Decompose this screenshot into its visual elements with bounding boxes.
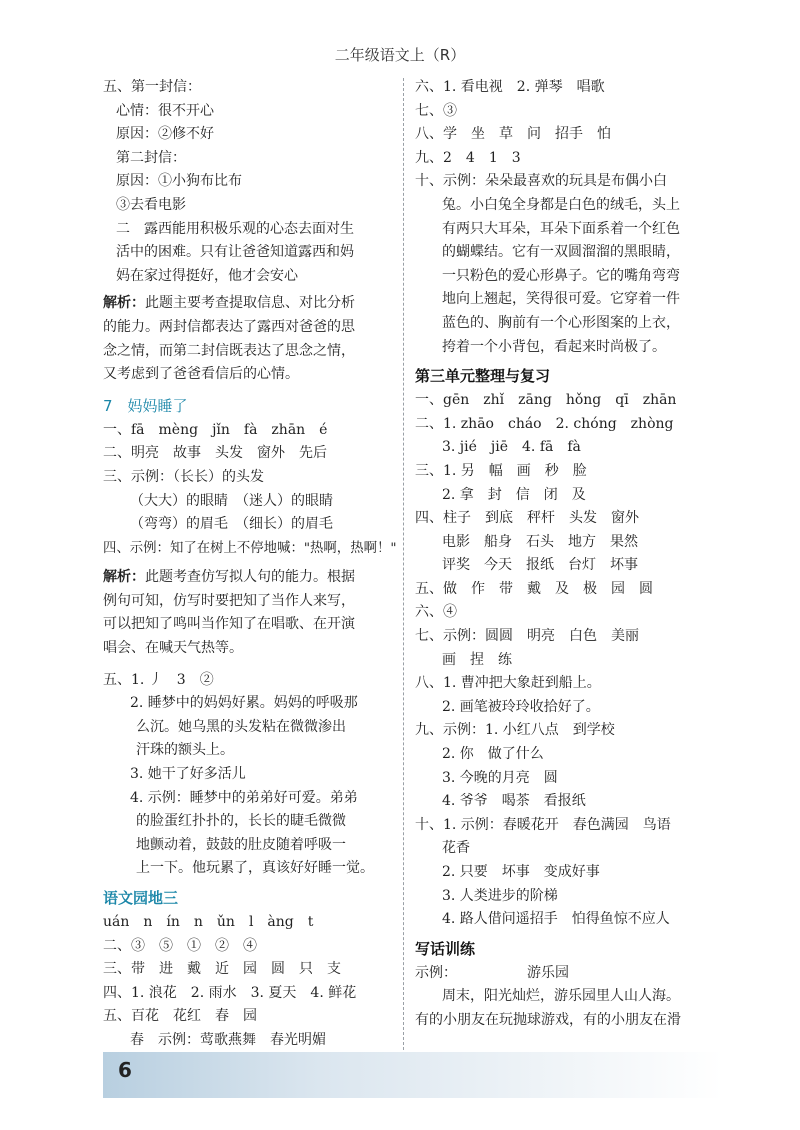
answer-line: 九、示例：1. 小红八点 到学校 (415, 722, 615, 739)
answer-line: 四、1. 浪花 2. 雨水 3. 夏天 4. 鲜花 (103, 984, 357, 1001)
answer-line: 七、示例：圆圆 明亮 白色 美丽 (415, 628, 639, 645)
answer-line: 3. jié jiē 4. fā fà (442, 439, 581, 456)
section-title: 第三单元整理与复习 (415, 367, 551, 386)
answer-line: 原因：②修不好 (116, 126, 214, 143)
answer-line: 蓝色的、胸前有一个心形图案的上衣， (442, 314, 680, 331)
page-header: 二年级语文上（R） (334, 46, 466, 64)
answer-line: 六、④ (415, 604, 457, 621)
answer-line: 三、示例：（长长）的头发 (103, 468, 264, 485)
lesson-title: 7 妈妈睡了 (103, 396, 188, 415)
analysis-line: 的能力。两封信都表达了露西对爸爸的思 (103, 318, 355, 335)
answer-line: 挎着一个小背包，看起来时尚极了。 (442, 338, 666, 355)
analysis-line: 念之情，而第二封信既表达了思念之情， (103, 342, 355, 359)
essay-line: 周末，阳光灿烂，游乐园里人山人海。 (442, 988, 680, 1005)
answer-line: 4. 爷爷 喝茶 看报纸 (442, 793, 586, 810)
essay-title: 游乐园 (527, 964, 569, 981)
answer-line: 地向上翘起，笑得很可爱。它穿着一件 (442, 291, 680, 308)
answer-line: （弯弯）的眉毛 （细长）的眉毛 (130, 516, 333, 533)
answer-line: 十、1. 示例：春暖花开 春色满园 鸟语 (415, 816, 671, 833)
answer-line: 九、2 4 1 3 (415, 149, 521, 166)
answer-line: 心情：很不开心 (116, 102, 214, 119)
left-column (103, 76, 397, 1053)
answer-line: 一、fā mèng jǐn fà zhān é (103, 421, 328, 438)
right-column (415, 76, 715, 1033)
answer-line: 3. 今晚的月亮 圆 (442, 769, 558, 786)
answer-line: 二 露西能用积极乐观的心态去面对生 (116, 220, 354, 237)
analysis-text: 此题主要考查提取信息、对比分析 (145, 295, 355, 312)
answer-line: 活中的困难。只有让爸爸知道露西和妈 (116, 244, 354, 261)
answer-line: 八、学 坐 草 问 招手 怕 (415, 126, 611, 143)
answer-line: 2. 你 做了什么 (442, 746, 544, 763)
analysis-line (103, 292, 393, 316)
column-divider (403, 78, 404, 1050)
analysis-text: 此题考查仿写拟人句的能力。根据 (145, 569, 355, 586)
analysis-line: 可以把知了鸣叫当作知了在唱歌、在开演 (103, 616, 355, 633)
answer-line: 4. 示例：睡梦中的弟弟好可爱。弟弟 (130, 789, 358, 806)
answer-line: 2. 画笔被玲玲收拾好了。 (442, 698, 600, 715)
answer-line: 第二封信： (116, 149, 186, 166)
answer-line: uán n ín n ǔn l àng t (103, 914, 314, 930)
answer-line: 地颤动着，鼓鼓的肚皮随着呼吸一 (136, 836, 346, 853)
answer-line: 六、1. 看电视 2. 弹琴 唱歌 (415, 79, 605, 95)
section-title: 写话训练 (415, 939, 476, 958)
answer-line: 八、1. 曹冲把大象赶到船上。 (415, 675, 601, 692)
example-label: 示例： (415, 964, 457, 981)
analysis-line (103, 566, 393, 590)
answer-line: 七、③ (415, 102, 457, 119)
answer-line: 花香 (442, 840, 470, 857)
analysis-line: 例句可知，仿写时要把知了当作人来写， (103, 592, 355, 609)
answer-line: 上一下。他玩累了，真该好好睡一觉。 (136, 860, 374, 877)
answer-line: 一、gēn zhǐ zāng hǒng qī zhān (415, 392, 677, 409)
analysis-label: 解析： (103, 295, 145, 312)
answer-line: 原因：①小狗布比布 (116, 173, 242, 190)
answer-line: 画 捏 练 (442, 651, 512, 668)
essay-line: 有的小朋友在玩抛球游戏，有的小朋友在滑 (415, 1011, 681, 1028)
answer-line: 2. 拿 封 信 闭 及 (442, 486, 586, 503)
answer-line: 春 示例：莺歌燕舞 春光明媚 (130, 1031, 326, 1048)
answer-line: 2. 睡梦中的妈妈好累。妈妈的呼吸那 (130, 695, 358, 712)
answer-line: 汗珠的额头上。 (136, 742, 234, 759)
answer-line: 一只粉色的爱心形鼻子。它的嘴角弯弯 (442, 267, 680, 284)
analysis-label: 解析： (103, 569, 145, 586)
answer-line: 三、1. 另 幅 画 秒 脸 (415, 462, 587, 479)
answer-line: 的脸蛋红扑扑的，长长的睫毛微微 (136, 813, 346, 830)
answer-line: 十、示例：朵朵最喜欢的玩具是布偶小白 (415, 173, 667, 190)
answer-line: 兔。小白兔全身都是白色的绒毛，头上 (442, 196, 680, 213)
answer-line: 五、做 作 带 戴 及 极 园 圆 (415, 580, 653, 597)
answer-line: 的蝴蝶结。它有一双圆溜溜的黑眼睛， (442, 244, 680, 261)
answer-line: 有两只大耳朵，耳朵下面系着一个红色 (442, 220, 680, 237)
answer-line: 五、百花 花红 春 园 (103, 1008, 257, 1025)
analysis-line: 唱会、在喊天气热等。 (103, 640, 243, 657)
answer-line: 4. 路人借问遥招手 怕得鱼惊不应人 (442, 911, 670, 928)
answer-line: ③去看电影 (116, 196, 186, 213)
page-number: 6 (118, 1058, 132, 1082)
answer-line: （大大）的眼睛 （迷人）的眼睛 (130, 492, 333, 509)
answer-line: 妈在家过得挺好，他才会安心 (116, 267, 298, 284)
answer-line: 三、带 进 戴 近 园 圆 只 支 (103, 961, 341, 978)
answer-line: 么沉。她乌黑的头发粘在微微渗出 (136, 718, 346, 735)
answer-line: 电影 船身 石头 地方 果然 (442, 533, 638, 550)
answer-line: 五、第一封信： (103, 79, 201, 95)
section-title: 语文园地三 (103, 889, 179, 907)
answer-line: 3. 人类进步的阶梯 (442, 887, 558, 904)
answer-line: 2. 只要 坏事 变成好事 (442, 864, 600, 880)
answer-line (415, 962, 715, 986)
answer-line: 3. 她干了好多活儿 (130, 766, 246, 783)
answer-line: 四、柱子 到底 秤杆 头发 窗外 (415, 510, 639, 527)
answer-line: 四、示例：知了在树上不停地喊："热啊，热啊！" (103, 540, 397, 556)
answer-line: 评奖 今天 报纸 台灯 坏事 (442, 557, 638, 574)
answer-line: 二、③ ⑤ ① ② ④ (103, 937, 257, 954)
answer-line: 二、明亮 故事 头发 窗外 先后 (103, 445, 327, 462)
answer-line: 二、1. zhāo cháo 2. chóng zhòng (415, 415, 674, 432)
footer-band (103, 1052, 723, 1098)
analysis-line: 又考虑到了爸爸看信后的心情。 (103, 366, 299, 383)
answer-line: 五、1. 丿 3 ② (103, 671, 214, 688)
